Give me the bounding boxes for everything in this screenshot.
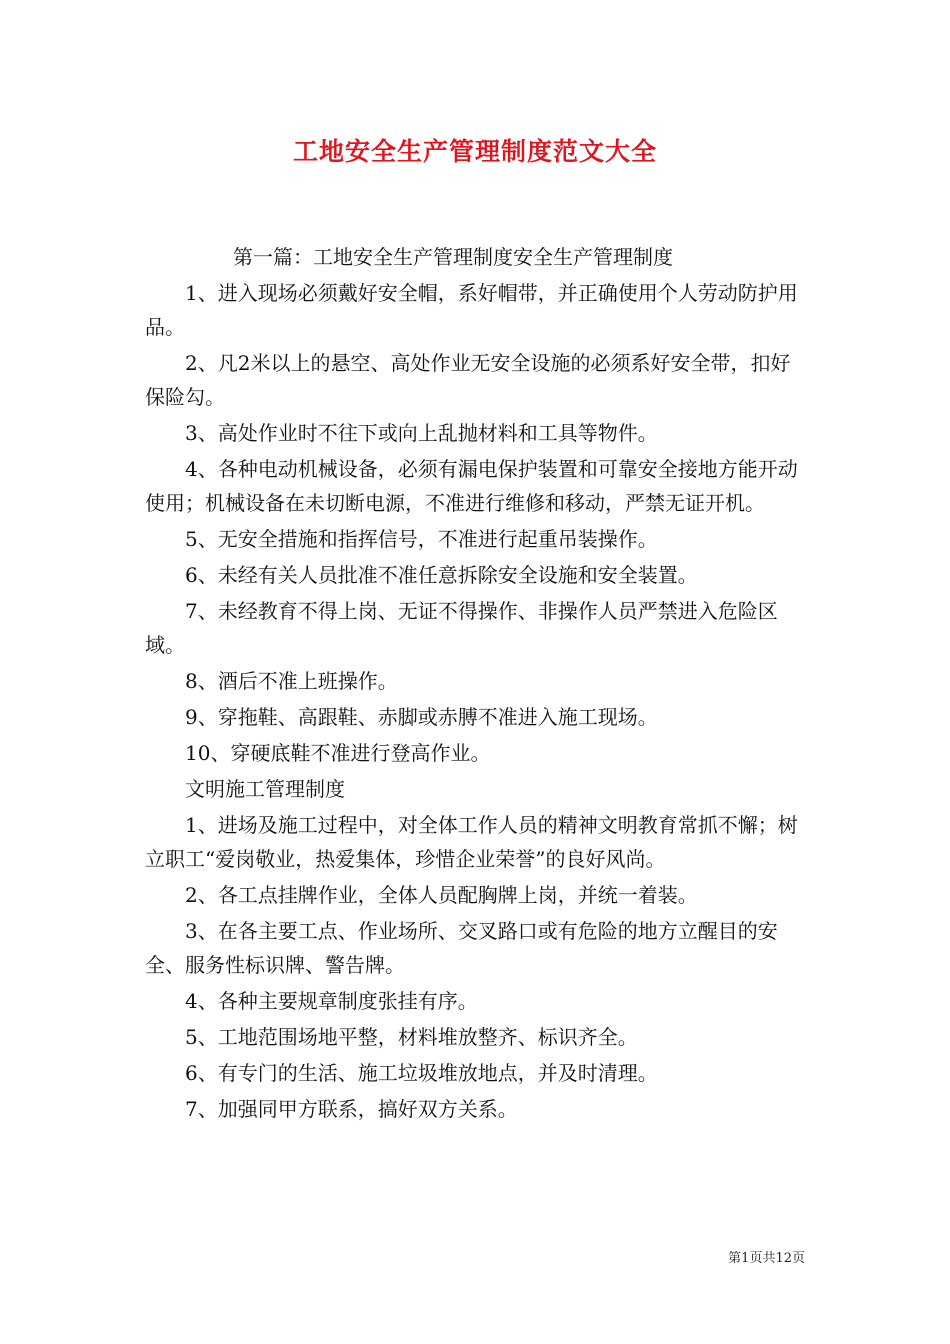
paragraph: 3、在各主要工点、作业场所、交叉路口或有危险的地方立醒目的安全、服务性标识牌、警告牌。	[145, 919, 778, 977]
paragraph: 6、有专门的生活、施工垃圾堆放地点，并及时清理。	[185, 1061, 658, 1085]
paragraph: 6、未经有关人员批准不准任意拆除安全设施和安全装置。	[185, 563, 698, 587]
page-number: 第1页共12页	[728, 1251, 805, 1266]
paragraph: 7、未经教育不得上岗、无证不得操作、非操作人员严禁进入危险区域。	[145, 599, 778, 657]
document-title: 工地安全生产管理制度范文大全	[292, 137, 657, 166]
paragraph: 3、高处作业时不往下或向上乱抛材料和工具等物件。	[185, 421, 658, 445]
paragraph: 7、加强同甲方联系，搞好双方关系。	[185, 1097, 518, 1121]
paragraph: 1、进场及施工过程中，对全体工作人员的精神文明教育常抓不懈；树立职工“爱岗敬业，热爱集体，珍惜企业荣誉”的良好风尚。	[145, 813, 798, 871]
paragraph: 4、各种主要规章制度张挂有序。	[185, 989, 478, 1013]
paragraph: 9、穿拖鞋、高跟鞋、赤脚或赤膊不准进入施工现场。	[185, 705, 658, 729]
paragraph: 5、无安全措施和指挥信号，不准进行起重吊装操作。	[185, 527, 658, 551]
paragraph: 4、各种电动机械设备，必须有漏电保护装置和可靠安全接地方能开动使用；机械设备在未切断电源，不准进行维修和移动，严禁无证开机。	[145, 457, 798, 515]
section-heading: 第一篇：工地安全生产管理制度安全生产管理制度	[233, 245, 673, 269]
section-heading: 文明施工管理制度	[185, 777, 345, 801]
document-body	[145, 240, 805, 1128]
paragraph: 2、各工点挂牌作业，全体人员配胸牌上岗，并统一着装。	[185, 883, 698, 907]
paragraph: 10、穿硬底鞋不准进行登高作业。	[185, 741, 491, 765]
paragraph: 1、进入现场必须戴好安全帽，系好帽带，并正确使用个人劳动防护用品。	[145, 281, 798, 339]
paragraph: 2、凡2米以上的悬空、高处作业无安全设施的必须系好安全带，扣好保险勾。	[145, 351, 791, 409]
paragraph: 8、酒后不准上班操作。	[185, 669, 398, 693]
paragraph: 5、工地范围场地平整，材料堆放整齐、标识齐全。	[185, 1025, 638, 1049]
